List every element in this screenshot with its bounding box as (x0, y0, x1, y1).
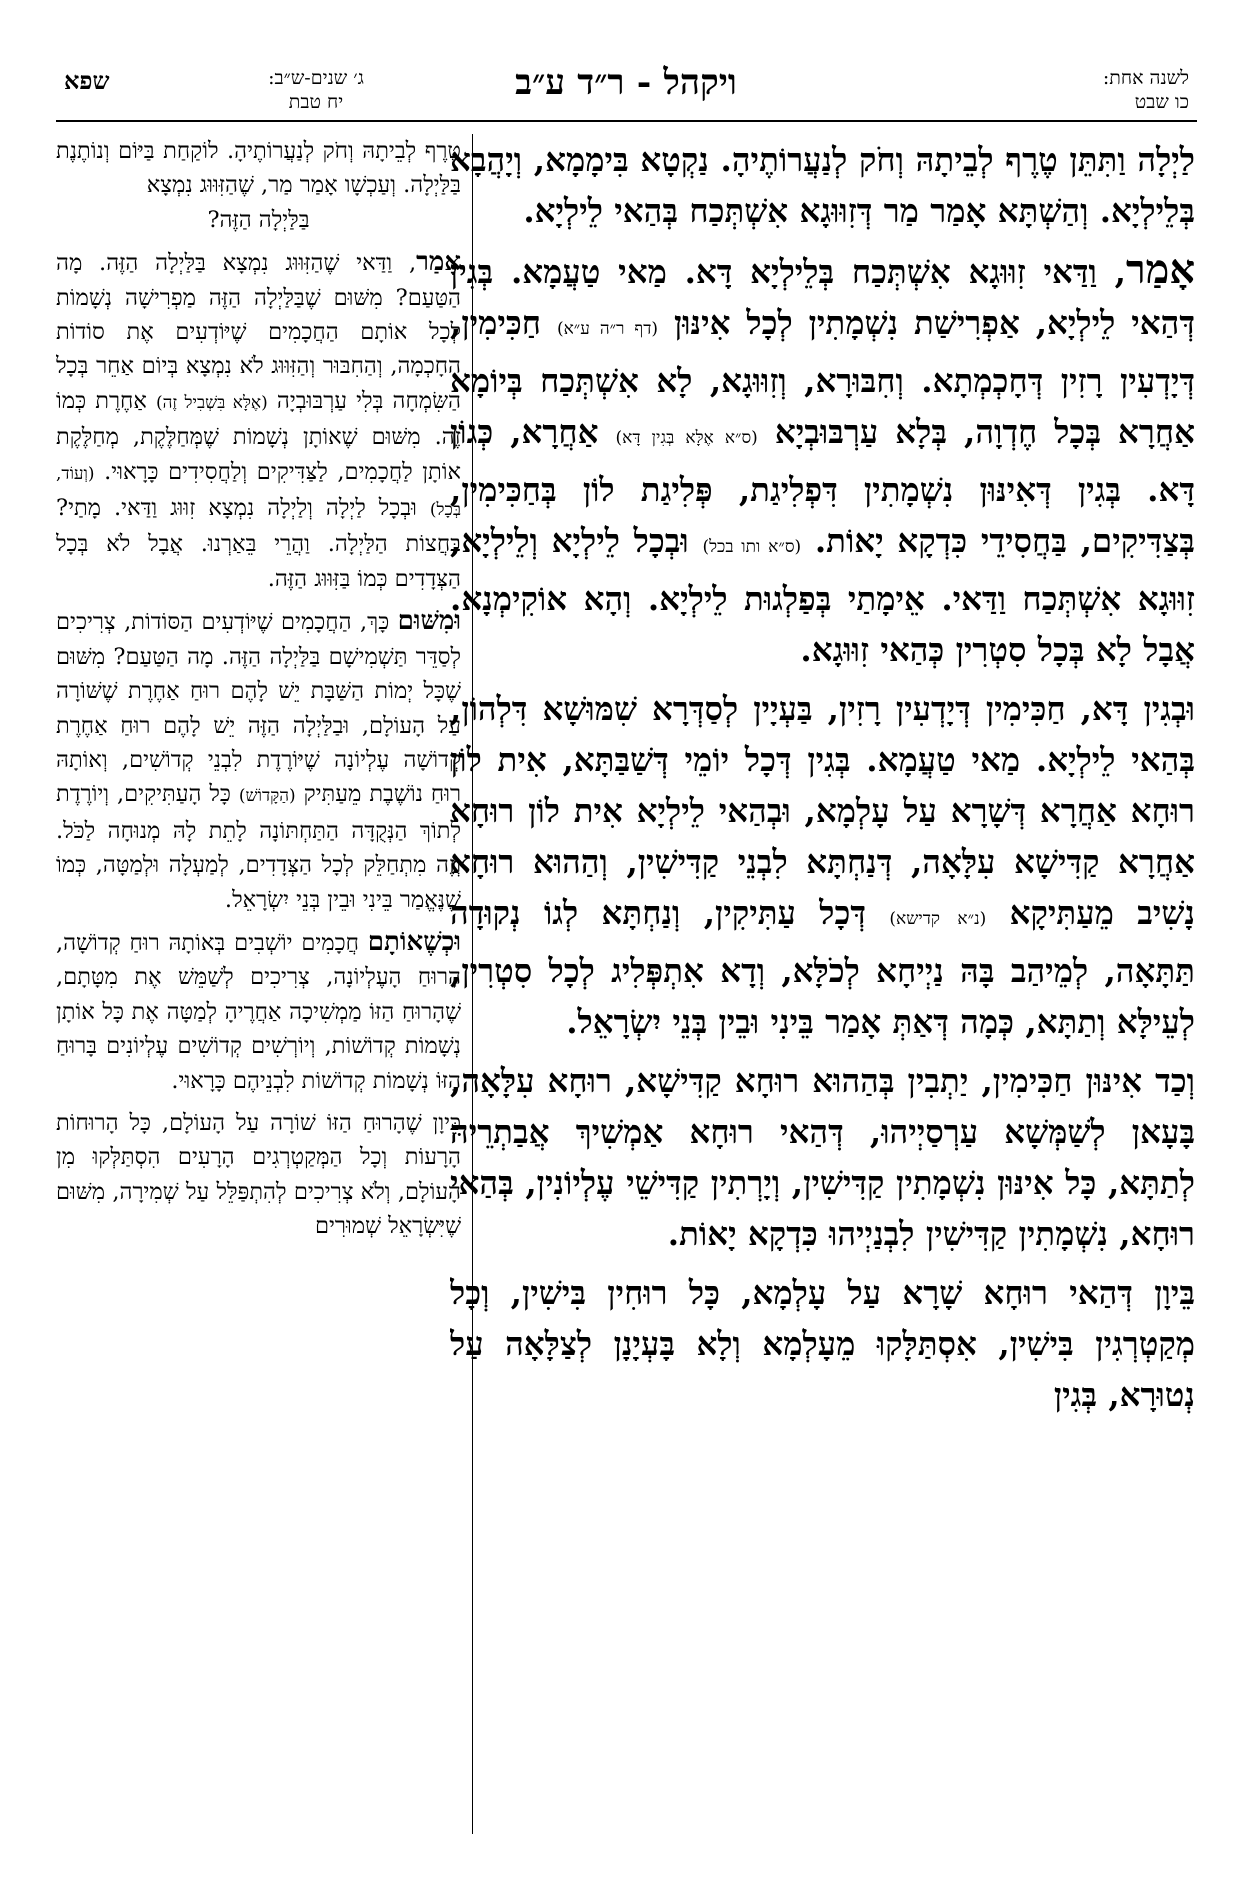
aramaic-reference: (דף ר״ה ע״א) (556, 319, 659, 339)
aramaic-paragraph-1 (450, 134, 1195, 236)
hebrew-paragraph-3 (56, 604, 461, 917)
aramaic-text: אַחֲרָא, כְּגוֹן דָּא. בְּגִין דְּאִינּוּן נִשְׁמָתִין דִּפְלִיגַת, פְּלִיגַת לוֹן בְּחַכִּימִין, בְּצַדִּיקִים, בַּחֲסִידֵי כִּדְקָא יָאוֹת. (450, 412, 1195, 560)
left-label-top: ג׳ שנים-ש״ב: (268, 67, 364, 89)
hebrew-text: בַּלַּיְלָה הַזֶּה? (207, 206, 310, 233)
aramaic-paragraph-2 (450, 244, 1195, 675)
aramaic-text: דְּכָל עַתִּיקִין, וְנַחְתָּא לְגוֹ נְקוּדָה תַּתָּאָה, לְמֵיהַב בָּהּ נַיְיחָא לְכֹלָּא, וְדָא אִתְפְּלִיג לְכָל סִטְרִין, לְעֵילָּא וְתַתָּא, כְּמָה דְּאַתְּ אָמַר בֵּינִי וּבֵין בְּנֵי יִשְׂרָאֵל. (450, 893, 1195, 1041)
hebrew-reference: (וְעוֹד, בְּכָל) (56, 463, 461, 521)
hebrew-text: כָּל הָעַתִּיקִים, וְיוֹרֶדֶת לְתוֹךְ הַנְּקֻדָּה הַתַּחְתּוֹנָה לָתֵת לָהּ מְנוּחָה לַכֹּל. וְזֶה מִתְחַלֵּק לְכָל הַצְּדָדִים, לְמַעְלָה וּלְמַטָּה, כְּמוֹ שֶׁנֶּאֱמַר בֵּינִי וּבֵין בְּנֵי יִשְׂרָאֵל. (56, 781, 461, 913)
hebrew-text: , וַדַּאי שֶׁהַזִּוּוּג נִמְצָא בַּלַּיְלָה הַזֶּה. מָה הַטַּעַם? מִשּׁוּם שֶׁבַּלַּיְלָה הַזֶּה מַפְרִישָׁה נְשָׁמוֹת לְכָל אוֹתָם הַחֲכָמִים שֶׁיּוֹדְעִים אֶת סוֹדוֹת הַחָכְמָה, וְהַחִבּוּר וְהַזִּוּוּג לֹא נִמְצָא בְּיוֹם אַחֵר בְּכָל הַשִּׂמְחָה בְּלִי עַרְבּוּבְיָה (56, 250, 461, 414)
right-label-top: לשנה אחת: (1102, 67, 1189, 89)
aramaic-text: וּבְגִין דָּא, חַכִּימִין דְּיָדְעִין רָזִין, בַּעְיָין לְסַדְּרָא שִׁמּוּשָׁא דִּלְהוֹן, בְּהַאי לֵילְיָא. מַאי טַעֲמָא. בְּגִין דְּכָל יוֹמֵי דְּשַׁבַּתָּא, אִית לוֹן רוּחָא אַחֲרָא דְּשָׁרָא עַל עָלְמָא, וּבְהַאי לֵילְיָא אִית לוֹן רוּחָא אַחֲרָא קַדִּישָׁא עִלָּאָה, דְּנַחְתָּא לִבְנֵי קַדִּישִׁין, וְהַהוּא רוּחָא נָשִׁיב מֵעַתִּיקָא (450, 689, 1195, 932)
left-label-bottom: יח טבת (288, 91, 344, 113)
page-title: ויקהל - ר״ד ע״ב (515, 62, 737, 103)
hebrew-paragraph-1 (56, 134, 461, 237)
aramaic-text: , וַדַּאי זִוּוּגָא אִשְׁתְּכַח בְּלֵילְיָא דָּא. מַאי טַעֲמָא. בְּגִין דְּהַאי לֵילְיָא, אַפְרִישַׁת נִשְׁמָתִין לְכָל אִינּוּן (450, 252, 1195, 342)
aramaic-lead-word: אָמַר (1125, 246, 1195, 293)
page-header (56, 60, 1197, 130)
hebrew-lead-word: וּמִשּׁוּם (397, 606, 461, 637)
hebrew-paragraph-5 (56, 1106, 461, 1244)
aramaic-reference: (נ״א קדישא) (889, 909, 987, 929)
aramaic-text: חַכִּימִין, דְּיָדְעִין רָזִין דְּחָכְמְתָא. וְחִבּוּרָא, וְזִוּוּגָא, לָא אִשְׁתְּכַח בְּיוֹמָא אַחֲרָא בְּכָל חֶדְוָה, בְּלָא עַרְבּוּבְיָא (450, 303, 1195, 451)
aramaic-paragraph-5 (450, 1267, 1195, 1420)
column-divider (472, 134, 473, 1834)
right-label-bottom: כו שבט (1134, 91, 1189, 113)
left-header-label (206, 66, 426, 114)
hebrew-lead-word: אָמַר (416, 247, 461, 278)
hebrew-text: חֲכָמִים יוֹשְׁבִים בְּאוֹתָהּ רוּחַ קְדוֹשָׁה, הָרוּחַ הָעֶלְיוֹנָה, צְרִיכִים לְשַׁמֵּשׁ אֶת מִטָּתָם, שֶׁהָרוּחַ הַזּוֹ מַמְשִׁיכָה אַחֲרֶיהָ לְמַטָּה אֶת כָּל אוֹתָן נְשָׁמוֹת קְדוֹשׁוֹת, וְיוֹרְשִׁים קְדוֹשִׁים עֶלְיוֹנִים בָּרוּחַ הַזּוֹ נְשָׁמוֹת קְדוֹשׁוֹת לִבְנֵיהֶם כָּרָאוּי. (56, 929, 461, 1094)
hebrew-reference: (הַקָּדוֹשׁ) (238, 786, 296, 807)
aramaic-paragraph-4 (450, 1055, 1195, 1259)
aramaic-column (450, 134, 1195, 1428)
aramaic-text: בֵּיוָן דְּהַאי רוּחָא שָׁרָא עַל עָלְמָא, כָּל רוּחִין בִּישִׁין, וְכָל מְקַטְרְגִין בִּישִׁין, אִסְתַּלָּקוּ מֵעָלְמָא וְלָא בָּעְיָנָן לְצַלָּאָה עַל נְטוּרָא, בְּגִין (450, 1273, 1195, 1414)
aramaic-text: לַיְלָה וַתִּתֵּן טֶרֶף לְבֵיתָהּ וְחֹק לְנַעֲרוֹתֶיהָ. נַקְטָא בִּימָמָא, וְיָהֲבָא בְּלֵילְיָא. וְהַשְׁתָּא אָמַר מַר דְּזִוּוּגָא אִשְׁתְּכַח בְּהַאי לֵילְיָא. (450, 140, 1195, 230)
hebrew-paragraph-2 (56, 245, 461, 596)
aramaic-text: וְכַד אִינּוּן חַכִּימִין, יַתְבִין בְּהַהוּא רוּחָא קַדִּישָׁא, רוּחָא עִלָּאָה, בָּעָאן לְשַׁמְּשָׁא עַרְסַיְיהוּ, דְּהַאי רוּחָא אַמְשִׁיךְ אֲבַתְרֵיהּ לְתַתָּא, כָּל אִינּוּן נִשְׁמָתִין קַדִּישִׁין, וְיָרְתִין קַדִּישֵׁי עֶלְיוֹנִין, בְּהַאי רוּחָא, נִשְׁמָתִין קַדִּישִׁין לִבְנַיְיהוּ כִּדְקָא יָאוֹת. (450, 1061, 1195, 1253)
hebrew-paragraph-4 (56, 925, 461, 1098)
aramaic-text: וּבְכָל לֵילְיָא וְלֵילְיָא, זִוּוּגָא אִשְׁתְּכַח וַדַּאי. אֵימָתַי בְּפַלְגוּת לֵילְיָא. וְהָא אוֹקִימְנָא. אֲבָל לָא בְּכָל סִטְרִין כְּהַאי זִוּוּגָא. (450, 521, 1195, 669)
hebrew-text: וּבְכָל לַיְלָה וְלַיְלָה נִמְצָא זִוּוּג וַדַּאי. מָתַי? בַּחֲצוֹת הַלַּיְלָה. וַהֲרֵי בֵּאַרְנוּ. אֲבָל לֹא בְּכָל הַצְּדָדִים כְּמוֹ בַּזִּוּוּג הַזֶּה. (56, 495, 461, 592)
hebrew-text: טֶרֶף לְבֵיתָהּ וְחֹק לְנַעֲרוֹתֶיהָ. לוֹקַחַת בַּיּוֹם וְנוֹתֶנֶת בַּלַּיְלָה. וְעַכְשָׁו אָמַר מַר, שֶׁהַזִּוּוּג נִמְצָא (56, 138, 461, 199)
hebrew-lead-word: וּכְשֶׁאוֹתָם (367, 926, 461, 957)
hebrew-column (56, 134, 461, 1252)
hebrew-text: כֵּיוָן שֶׁהָרוּחַ הַזּוֹ שׁוֹרָה עַל הָעוֹלָם, כָּל הָרוּחוֹת הָרָעוֹת וְכָל הַמְּקַטְרְגִים הָרָעִים הִסְתַּלְּקוּ מִן הָעוֹלָם, וְלֹא צְרִיכִים לְהִתְפַּלֵּל עַל שְׁמִירָה, מִשּׁוּם שֶׁיִּשְׂרָאֵל שְׁמוּרִים (56, 1109, 461, 1240)
header-divider (56, 120, 1197, 122)
right-header-label (989, 66, 1189, 114)
hebrew-text: אַחֶרֶת כְּמוֹ זֶה. מִשּׁוּם שֶׁאוֹתָן נְשָׁמוֹת שֶׁמְּחַלֶּקֶת, מְחַלֶּקֶת אוֹתָן לַחֲכָמִים, לַצַּדִּיקִים וְלַחֲסִידִים כָּרָאוּי. (56, 387, 461, 485)
hebrew-reference: (אֶלָּא בִּשְׁבִיל זֶה) (155, 392, 268, 413)
aramaic-reference: (ס״א אֶלָּא בְּגִין דָּא) (615, 428, 758, 448)
aramaic-reference: (ס״א ותו בכל) (702, 537, 802, 557)
hebrew-text: כָּךְ, הַחֲכָמִים שֶׁיּוֹדְעִים הַסּוֹדוֹת, צְרִיכִים לְסַדֵּר תַּשְׁמִישָׁם בַּלַּיְלָה הַזֶּה. מָה הַטַּעַם? מִשּׁוּם שֶׁכָּל יְמוֹת הַשַּׁבָּת יֵשׁ לָהֶם רוּחַ אַחֶרֶת שֶׁשּׁוֹרָה עַל הָעוֹלָם, וּבַלַּיְלָה הַזֶּה יֵשׁ לָהֶם רוּחַ אַחֶרֶת קְדוֹשָׁה עֶלְיוֹנָה שֶׁיּוֹרֶדֶת לִבְנֵי קְדוֹשִׁים, וְאוֹתָהּ רוּחַ נוֹשֶׁבֶת מֵעַתִּיק (56, 609, 461, 808)
aramaic-paragraph-3 (450, 683, 1195, 1047)
page-number: שפא (64, 66, 110, 95)
